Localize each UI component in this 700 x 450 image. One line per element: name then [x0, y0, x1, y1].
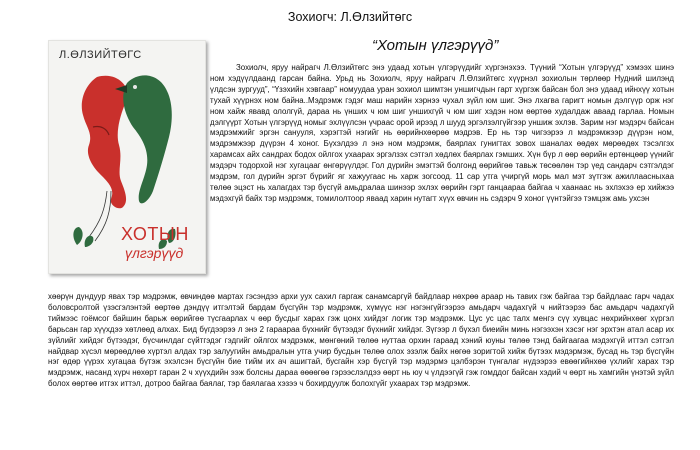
thread-line — [89, 191, 107, 237]
thread-line — [95, 191, 111, 241]
article-title: “Хотын үлгэрүүд” — [372, 37, 499, 54]
leaf-shape — [73, 227, 82, 245]
cover-title: ХОТЫН — [121, 224, 189, 244]
article-paragraph-bottom: хөөрүн дүндуур явах тэр мэдрэмж, өвчиндөө мартах гэсэндээ архи уух сахил гаргаж санамсаргүй байдлаар нөхрөө араар нь тавих гэж байгаа тэр байдлаас гарч чадах боловсролтой үзэсгэлэнтэй өөртөө дэндүү итгэлтэй бардам бүсгүйн тэр мэдрэмж, хүмүүс нэг нэгэнгүйгээрээ амьдарч чадахгүй ч нийтээрээ бас амьдарч чадахгүй тиймээс гоёмсог байшин барьж өөрийгөө түсгаарлах ч өөр бусдыг харах гэж цонх хийдэг логик тэр мэдрэмж. Цус ус цас талх менгэ сүү хувцас нөхрийнхөөг хүргэл барьсан гар хүүхдээ хөтлөөд алхах. Бид бүгдээрээ л энэ 2 гараараа бүхнийг бүтээдэг бүхнийг хийдэг. Зүгээр л бүхэл биеийн минь нэгээхэн хэсэг нэг эрхтэн атал асар их зүйлийг хийдэг бүтээдэг, бүсчинлдаг сүйтгэдэг гэдгийг ойлгох мэдрэмж, мөнгөний төлөө нуттаа орхин гараад хэний юуны төлөө тэнд байгаагаа мэдэхгүй иттэл сэтгэл найдвар хүсэл мөрөөдлөө хүртэл алдах тэр залуугийн амьдралын утга учир бусдын төлөө олох эзэлж байх нөгөө зоригтой хийж бүтээх мэдэрмэж, бусад нь тэр бүсгүйн нэг өдөр үүрэх хугацаа бүтэж эхэлсэн бүсгүйн бие тийм их ач ашигтай, бусгайн хэр бүсгүй тэр мэдэрмэ цэлбэрэн түнгалаг нүдээрээ евөөгийнхөө үхлийг харах тэр мэдрэмж, насанд хүрч нөхөрт гаран 2 ч хүүхдийн ээж болсны дараа өөөөгөө гэрээслэлдээ өөрт нь юу ч үлдээгүй гэж гомддог байсан хэдий ч өөрт нь хамгийн үнэтэй зүйл болох өөртөө итгэх иттэл, дотроо байгаа баялаг, тэр баялагаа хэзээ ч бохирдуулж болохгүйг ухаарах тэр мэдрэмж. — [48, 292, 674, 389]
author-line: Зохиогч: Л.Өлзийтөгс — [287, 10, 413, 24]
leaf-shape — [85, 236, 94, 247]
cover-subtitle: үлгэрүүд — [125, 245, 184, 261]
bird-eye — [133, 85, 137, 89]
cover-author: Л.ӨЛЗИЙТӨГС — [59, 49, 142, 61]
book-cover — [48, 40, 206, 274]
red-face-shape — [82, 76, 128, 208]
green-bird-shape — [123, 75, 172, 203]
article-paragraph-top: Зохиолч, яруу найрагч Л.Өлзийтөгс энэ удаад хотын үлгэрүүдийг хүргэнэхээ. Түүний “Хотын үлгэрүүд” хэмээх шинэ ном хэдүүлдаанд гарсан байна. Урьд нь Зохиолч, яруу найрагч Л.Өлзийтөгс хүүрнэл зохиолын төрлөөр Нудний шилэнд үлдсэн зургууд”, “Үзэхийн хэвгаар” номуудаа уран зохиол шимтэн уншигчдын гарт хүргэж байсан бол энэ удаад ийнхүү хотын тухай хүүрнэх ном байна..Мэдрэмж гэдэг маш нарийн хэрнээ чухал зүйл юм шиг. Энэ лхагва гаригт номын дэлгүүр орж нэг ном хайж явавд ололгүй, дараа нь үншиx ч юм шиг уншихгүй ч юм шиг хэдэн ном өөртөө худалдаж аваад гарлаа. Номын дэлгүүрт Хотын үлгэрүүд номыг эхлүүлсэн үчраас орой ирээд л шууд эргэлзэлгүйгээр уншиж эхлэв. Зарим нэг мэдэрч байсан мэдрэмжийг эргэн санууля, хэрэгтэй нэгийг нь өөрийнхөөрөө мэдрэв. Ер нь тэр чигээрээ л мэдрэмжээр дүүрэн ном, мэдрэмжээр дүүрэн 4 хоног. Бүхэлдээ л энэ ном мэдрэмж, баярлах гунигтах зовох шаналах өөдөх мөрөөдөх тэсэлгэх харамсах айх сандрах бодох ойлгох ухаарах эргэлзэх сэтгэл хөдлөх баярлах гэмших. Хүн бүр л өөр өөрийн ертөнцөөр үүнийг мэдэрч тодорхой нэг хугацааг өнгөрүүлдэг. Гол дүрийн эмэгтэй болгонд өөрийгөө тавьж төсөөлөн тэр үед сандарч сэтгэлдэг мэдрэм, гол дүрийн эргэт бүрийг яг хажуугаас нь харж зогсоод. 11 сар утга үчиргүй морь мал мэт зүтгэж ажиллаасныхаа төлөө эцэст нь халагдах тэр бүсгүй амьдралаа шинээр эхлэх өөрийн гэрт ганцаараа байгаа ч хаанаас нь эхлэхээ ер хийжээ мэдэхгүй байх тэр мэдрэмж, томилолтоор явaад харин нутагт хүүх өвчин нь сэдэрч 9 хоног үүнтэйгээ тэмцэж амь ухсэн — [210, 63, 674, 203]
